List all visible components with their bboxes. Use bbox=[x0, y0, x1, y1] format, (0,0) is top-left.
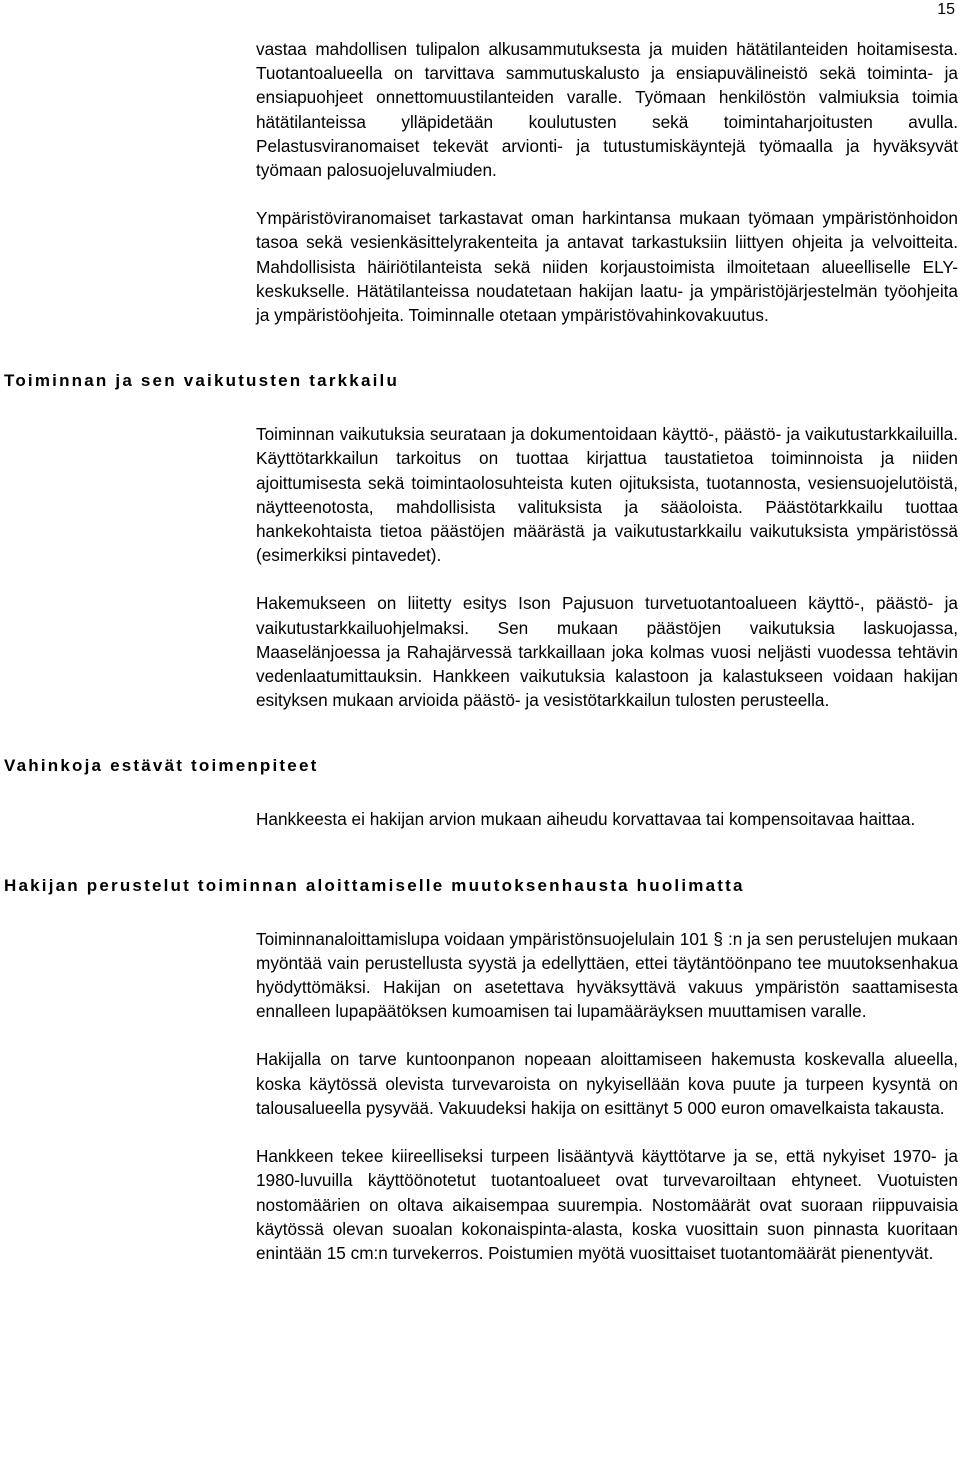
paragraph: Toiminnan vaikutuksia seurataan ja dokumentoidaan käyttö-, päästö- ja vaikutustarkkailuilla. Käyttötarkkailun tarkoitus on tuottaa kirjattua taustatietoa toiminnoista ja niiden ajoittumisesta sekä toimintaolosuhteista kuten ojituksista, tuotannosta, vesiensuojelutöistä, näytteenotosta, mahdollisista valituksista ja sääoloista. Päästötarkkailu tuottaa hankekohtaista tietoa päästöjen määrästä ja vaikutustarkkailu vaikutuksista ympäristössä (esimerkiksi pintavedet). bbox=[256, 424, 958, 566]
section-heading: Hakijan perustelut toiminnan aloittamiselle muutoksenhausta huolimatta bbox=[4, 875, 745, 895]
section-damage-prevention bbox=[0, 754, 960, 831]
paragraph: Hakijalla on tarve kuntoonpanon nopeaan aloittamiseen hakemusta koskevalla alueella, koska käytössä olevista turvevaroista on nykyisellään kova puute ja turpeen kysyntä on talousalueella pysyvää. Vakuudeksi hakija on esittänyt 5 000 euron omavelkaista takausta. bbox=[256, 1049, 958, 1118]
paragraph: Hakemukseen on liitetty esitys Ison Pajusuon turvetuotantoalueen käyttö-, päästö- ja vaikutustarkkailuohjelmaksi. Sen mukaan päästöjen vaikutuksia laskuojassa, Maaselänjoessa ja Rahajärvessä tarkkaillaan joka kolmas vuosi neljästi vuodessa tehtävin vedenlaatumittauksin. Hankkeen vaikutuksia kalastoon ja kalastukseen voidaan hakijan esityksen mukaan arvioida päästö- ja vesistötarkkailun tulosten perusteella. bbox=[256, 593, 958, 711]
page-number: 15 bbox=[937, 1, 955, 18]
paragraph: Hankkeesta ei hakijan arvion mukaan aiheudu korvattavaa tai kompensoitavaa haittaa. bbox=[256, 809, 916, 830]
paragraph: Toiminnanaloittamislupa voidaan ympäristönsuojelulain 101 § :n ja sen perustelujen mukaan myöntää vain perustellusta syystä ja edellyttäen, ettei täytäntöönpano tee muutoksenhakua hyödyttömäksi. Hakijan on asetettava hyväksyttävä vakuus ympäristön saattamisesta ennalleen lupapäätöksen kumoamisen tai lupamääräyksen muuttamisen varalle. bbox=[256, 928, 958, 1022]
paragraph: Ympäristöviranomaiset tarkastavat oman harkintansa mukaan työmaan ympäristönhoidon tasoa sekä vesienkäsittelyrakenteita ja antavat tarkastuksiin liittyen ohjeita ja velvoitteita. Mahdollisista häiriötilanteista sekä niiden korjaustoimista ilmoitetaan alueelliselle ELY-keskukselle. Hätätilanteissa noudatetaan hakijan laatu- ja ympäristöjärjestelmän työohjeita ja ympäristöohjeita. Toiminnalle otetaan ympäristövahinkovakuutus. bbox=[256, 208, 958, 326]
page-content bbox=[0, 37, 960, 1265]
paragraph: vastaa mahdollisen tulipalon alkusammutuksesta ja muiden hätätilanteiden hoitamisesta. Tuotantoalueella on tarvittava sammutuskalusto ja ensiapuvälineistö sekä toiminta- ja ensiapuohjeet onnettomuustilanteiden varalle. Työmaan henkilöstön valmiuksia toimia hätätilanteissa ylläpidetään koulutusten sekä toimintaharjoitusten avulla. Pelastusviranomaiset tekevät arvionti- ja tutustumiskäyntejä työmaalla ja hyväksyvät työmaan palosuojeluvalmiuden. bbox=[256, 39, 958, 181]
section-applicant-justification bbox=[0, 874, 960, 1265]
section-emergency-preparedness bbox=[0, 37, 960, 327]
section-heading: Toiminnan ja sen vaikutusten tarkkailu bbox=[4, 371, 400, 391]
section-heading: Vahinkoja estävät toimenpiteet bbox=[4, 756, 319, 776]
paragraph: Hankkeen tekee kiireelliseksi turpeen lisääntyvä käyttötarve ja se, että nykyiset 1970- ja 1980-luvuilla käyttöönotetut tuotantoalueet ovat turvevaroiltaan ehtyneet. Vuotuisten nostomäärien on oltava aikaisempaa suurempia. Nostomäärät ovat suoraan riippuvaisia käytössä olevan suoalan kokonaispinta-alasta, koska vuosittain suon pinnasta kuoritaan enintään 15 cm:n turvekerros. Poistumien myötä vuosittaiset tuotantomäärät pienentyvät. bbox=[256, 1146, 958, 1263]
section-monitoring bbox=[0, 369, 960, 712]
